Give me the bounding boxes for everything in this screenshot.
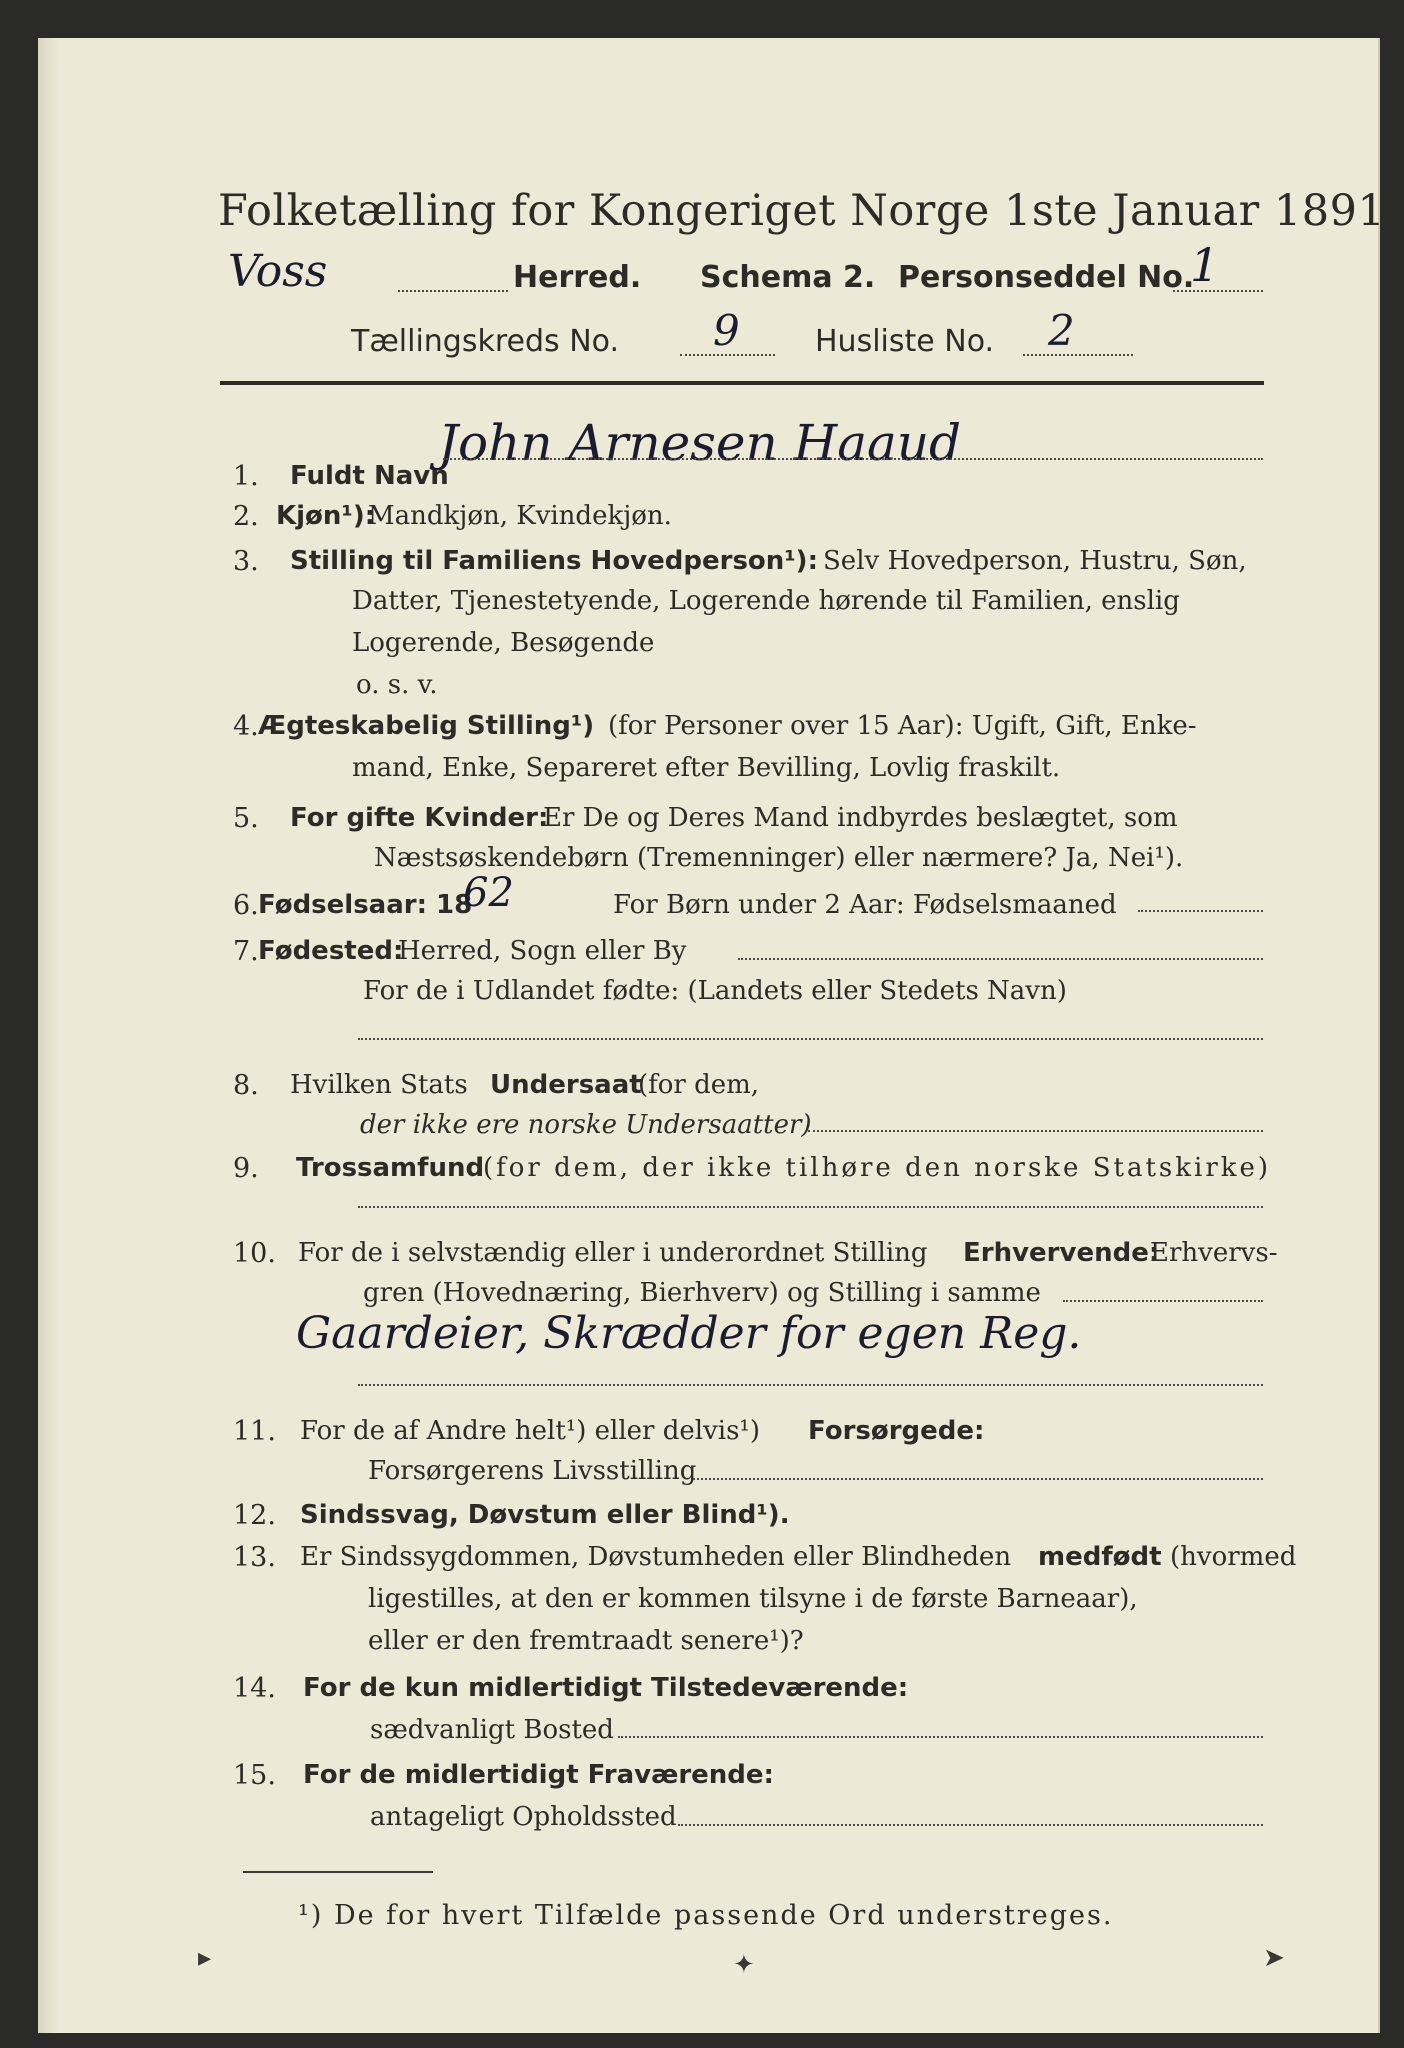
item-dots <box>808 1130 1263 1132</box>
item-text: (for dem, der ikke tilhøre den norske Statskirke) <box>483 1153 1272 1183</box>
item-text: Erhvervs- <box>1150 1238 1278 1268</box>
registration-mark-icon: ✦ <box>733 1950 755 1980</box>
item-dots <box>618 1736 1263 1738</box>
item-label: For de kun midlertidigt Tilstedeværende: <box>303 1673 909 1703</box>
header-rule <box>220 381 1264 385</box>
item-label: Sindssvag, Døvstum eller Blind¹). <box>300 1500 790 1530</box>
item-label: For de midlertidigt Fraværende: <box>303 1760 774 1790</box>
item-number: 6. <box>233 890 259 921</box>
item-label: For de i selvstændig eller i underordnet Stilling <box>298 1238 928 1268</box>
item-number: 4. <box>233 711 259 742</box>
item-label: Er Sindssygdommen, Døvstumheden eller Blindheden <box>300 1542 1012 1572</box>
item-label-bold: Erhvervende: <box>963 1238 1160 1268</box>
item-text: (for dem, <box>638 1070 760 1100</box>
item-text: Selv Hovedperson, Hustru, Søn, <box>823 546 1247 576</box>
item-text-line2: gren (Hovednæring, Bierhverv) og Stilling i samme <box>363 1278 1041 1308</box>
footnote-rule <box>243 1871 433 1873</box>
item-number: 2. <box>233 501 259 532</box>
herred-dots <box>398 290 508 292</box>
name-value: John Arnesen Haaud <box>438 414 962 472</box>
item-text-line2: Næstsøskendebørn (Tremenninger) eller nærmere? Ja, Nei¹). <box>374 843 1184 873</box>
item-text-line3: eller er den fremtraadt senere¹)? <box>368 1626 804 1656</box>
item-text-line4: o. s. v. <box>356 670 438 700</box>
registration-mark-icon: ➤ <box>1263 1943 1285 1973</box>
schema-label: Schema 2. <box>700 260 876 295</box>
item-label: Fuldt Navn <box>290 461 449 491</box>
item-label: Fødselsaar: 18 <box>258 890 473 920</box>
item-label-bold: Forsørgede: <box>808 1416 985 1446</box>
item-number: 8. <box>233 1070 259 1101</box>
personseddel-value: 1 <box>1190 238 1220 292</box>
census-form-page <box>38 38 1400 2033</box>
item-text: For Børn under 2 Aar: Fødselsmaaned <box>613 890 1117 920</box>
name-dots <box>443 458 1263 460</box>
item-text-line3: Logerende, Besøgende <box>352 628 655 658</box>
item-number: 11. <box>233 1416 276 1447</box>
item-dots <box>738 958 1263 960</box>
item-text-line2: der ikke ere norske Undersaatter) <box>360 1110 812 1140</box>
item-label: Stilling til Familiens Hovedperson¹): <box>290 546 818 576</box>
item-text-line2: ligestilles, at den er kommen tilsyne i de første Barneaar), <box>368 1584 1138 1614</box>
item-number: 14. <box>233 1673 276 1704</box>
item-dots <box>1063 1300 1263 1302</box>
personseddel-label: Personseddel No. <box>898 260 1195 295</box>
birth-year-value: 62 <box>463 870 514 916</box>
item-text-line2: Forsørgerens Livsstilling <box>368 1456 697 1486</box>
item-number: 10. <box>233 1238 276 1269</box>
item-number: 13. <box>233 1542 276 1573</box>
item-number: 1. <box>233 461 259 492</box>
item-dots <box>693 1478 1263 1480</box>
item-label: For gifte Kvinder: <box>290 803 549 833</box>
item-number: 12. <box>233 1500 276 1531</box>
registration-mark-icon: ▸ <box>198 1943 212 1973</box>
item-text: (hvormed <box>1170 1542 1297 1572</box>
occupation-value: Gaardeier, Skrædder for egen Reg. <box>296 1308 1082 1359</box>
item-label: Kjøn¹): <box>276 501 376 531</box>
item-label: For de af Andre helt¹) eller delvis¹) <box>300 1416 760 1446</box>
husliste-value: 2 <box>1048 306 1075 355</box>
item-number: 3. <box>233 546 259 577</box>
kreds-dots <box>680 354 775 356</box>
item-dots <box>358 1206 1263 1208</box>
item-number: 7. <box>233 936 259 967</box>
item-label-bold: Undersaat <box>490 1070 642 1100</box>
item-dots <box>358 1384 1263 1386</box>
item-label: Fødested: <box>258 936 404 966</box>
item-text: Herred, Sogn eller By <box>398 936 687 966</box>
footnote: ¹) De for hvert Tilfælde passende Ord understreges. <box>298 1900 1114 1931</box>
item-number: 5. <box>233 803 259 834</box>
item-text-line2: sædvanligt Bosted <box>370 1715 614 1745</box>
item-dots <box>358 1038 1263 1040</box>
item-text-line2: antageligt Opholdssted <box>370 1802 677 1832</box>
item-dots <box>1138 910 1263 912</box>
item-number: 9. <box>233 1153 259 1184</box>
item-text: Mandkjøn, Kvindekjøn. <box>368 501 672 531</box>
item-number: 15. <box>233 1760 276 1791</box>
item-label: Trossamfund <box>296 1153 485 1183</box>
item-label: Ægteskabelig Stilling¹) <box>258 711 595 741</box>
husliste-label: Husliste No. <box>815 324 995 359</box>
item-dots <box>678 1824 1263 1826</box>
item-text-line2: For de i Udlandet fødte: (Landets eller Stedets Navn) <box>363 976 1067 1006</box>
herred-value: Voss <box>228 246 328 297</box>
item-label-bold: medfødt <box>1038 1542 1162 1572</box>
item-text: Er De og Deres Mand indbyrdes beslægtet, som <box>543 803 1178 833</box>
page-title: Folketælling for Kongeriget Norge 1ste Januar 1891. <box>218 186 1400 236</box>
item-text: (for Personer over 15 Aar): Ugift, Gift, Enke- <box>608 711 1197 741</box>
kreds-value: 9 <box>713 306 740 355</box>
item-text-line2: mand, Enke, Separeret efter Bevilling, Lovlig fraskilt. <box>352 753 1061 783</box>
item-text-line2: Datter, Tjenestetyende, Logerende hørende til Familien, enslig <box>352 586 1180 616</box>
item-label: Hvilken Stats <box>290 1070 468 1100</box>
herred-label: Herred. <box>513 260 642 295</box>
husliste-dots <box>1023 354 1133 356</box>
kreds-label: Tællingskreds No. <box>351 324 619 359</box>
personseddel-dots <box>1173 290 1263 292</box>
